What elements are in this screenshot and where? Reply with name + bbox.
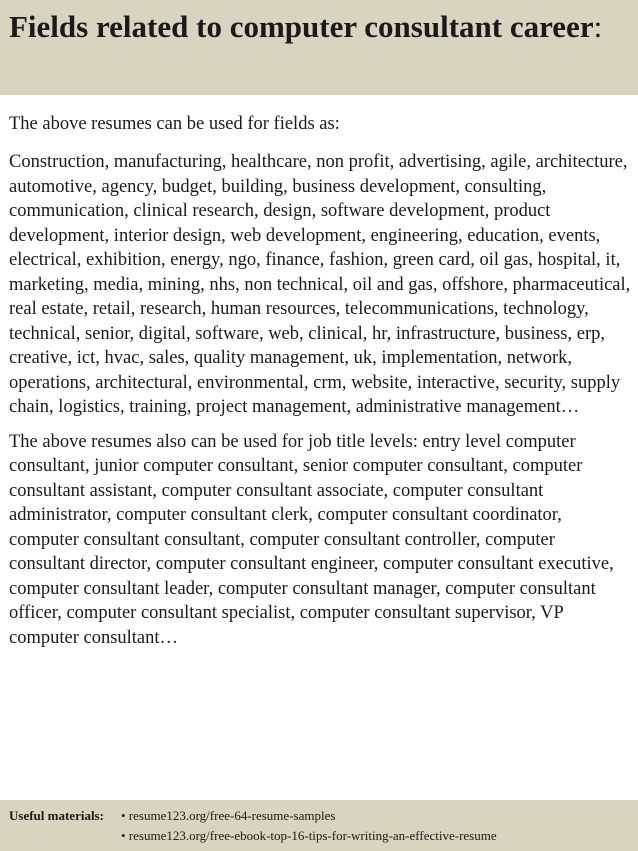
header-band: [0, 0, 638, 95]
main-content: [9, 112, 633, 650]
footer-indent: [9, 826, 121, 846]
useful-materials-label-colon: :: [99, 808, 104, 823]
useful-materials-label-text: Useful materials: [9, 808, 100, 823]
footer-row-2: [9, 826, 629, 846]
page-title-colon: :: [593, 9, 603, 44]
page-title: [9, 9, 628, 45]
job-levels-list: The above resumes also can be used for job title levels: entry level computer consultant, junior computer consultant, senior computer consultant, computer consultant assistant, computer consultant associate, computer consultant administrator, computer consultant clerk, computer consultant coordinator, computer consultant consultant, computer consultant controller, computer consultant director, computer consultant engineer, computer consultant executive, computer consultant leader, computer consultant manager, computer consultant officer, computer consultant specialist, computer consultant supervisor, VP computer consultant…: [9, 431, 614, 648]
footer-row-1: [9, 806, 629, 826]
intro-text: The above resumes can be used for fields as:: [9, 114, 340, 134]
useful-materials-label: [9, 806, 121, 826]
ebook-tips-link[interactable]: • resume123.org/free-ebook-top-16-tips-for-writing-an-effective-resume: [121, 828, 497, 843]
footer-band: [0, 800, 638, 851]
page-title-text: Fields related to computer consultant career: [9, 9, 594, 44]
resume-samples-link[interactable]: • resume123.org/free-64-resume-samples: [121, 808, 336, 823]
fields-list: Construction, manufacturing, healthcare, non profit, advertising, agile, architecture, automotive, agency, budget, building, business development, consulting, communication, clinical research, design, software development, product development, interior design, web development, engineering, education, events, electrical, exhibition, energy, ngo, finance, fashion, green card, oil gas, hospital, it, marketing, media, mining, nhs, non technical, oil and gas, offshore, pharmaceutical, real estate, retail, research, human resources, telecommunications, technology, technical, senior, digital, software, web, clinical, hr, infrastructure, business, erp, creative, ict, hvac, sales, quality management, uk, implementation, network, operations, architectural, environmental, crm, website, interactive, security, supply chain, logistics, training, project management, administrative management…: [9, 152, 631, 417]
